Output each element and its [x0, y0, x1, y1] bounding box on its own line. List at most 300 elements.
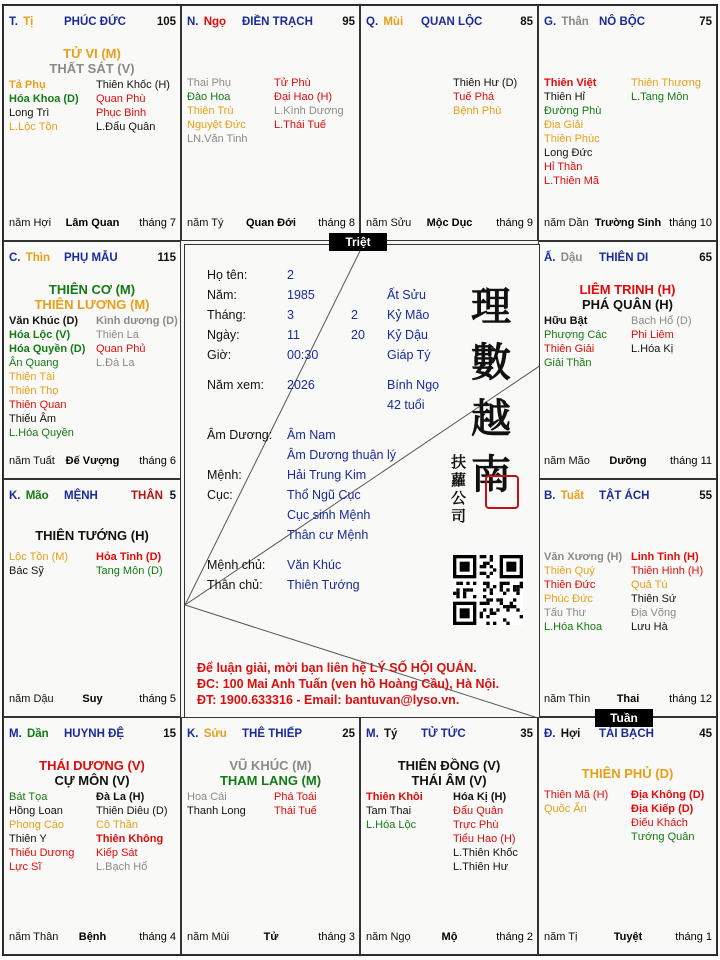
minor-star: Hoa Cái	[187, 791, 227, 803]
minor-stars-right	[96, 550, 163, 578]
minor-stars-left	[187, 790, 246, 818]
branch-prefix: M.	[366, 728, 382, 740]
minor-star: Thiên Thọ	[9, 385, 59, 397]
minor-star: Hồng Loan	[9, 805, 63, 817]
calligraphy-char: 越	[471, 395, 511, 442]
minor-star: Hóa Lộc (V)	[9, 329, 71, 341]
main-star: THIÊN TƯỚNG (H)	[35, 528, 149, 543]
palace-age: 95	[342, 16, 355, 28]
minor-star: Địa Kiếp (D)	[631, 803, 694, 815]
small-calligraphy-char: 公	[451, 489, 467, 507]
solar-day: 11	[287, 328, 300, 342]
minor-star: Thiên Không	[96, 833, 164, 845]
minor-star: Lưu Hà	[631, 621, 668, 633]
palace-cell-ti[interactable]	[3, 5, 181, 241]
solar-year: 1985	[287, 288, 315, 302]
minor-star: Phi Liêm	[631, 329, 674, 341]
view-year-label: Năm xem:	[207, 378, 264, 392]
minor-star: Thiên Diêu (D)	[96, 805, 168, 817]
lunar-hour: Giáp Tý	[387, 348, 431, 362]
minor-stars-right	[631, 550, 703, 634]
main-star: PHÁ QUÂN (H)	[582, 297, 673, 312]
minor-star: Linh Tinh (H)	[631, 551, 699, 563]
tuan-tag: Tuần	[595, 709, 653, 727]
cuc-value-2: Cục sinh Mệnh	[287, 508, 371, 522]
palace-header	[187, 16, 355, 30]
palace-header	[9, 490, 176, 504]
palace-header	[9, 728, 176, 742]
palace-footer	[9, 931, 176, 944]
main-star: THIÊN LƯƠNG (M)	[34, 297, 150, 312]
palace-header	[187, 728, 355, 742]
main-star: TỬ VI (M)	[63, 46, 121, 61]
palace-footer	[544, 931, 712, 944]
minor-star: Kình dương (D)	[96, 315, 178, 327]
minor-star: L.Hóa Khoa	[544, 621, 603, 633]
main-star: VŨ KHÚC (M)	[229, 758, 312, 773]
minor-star: L.Hóa Quyền	[9, 427, 74, 439]
minor-star: Địa Giải	[544, 119, 584, 131]
main-star: THÁI DƯƠNG (V)	[39, 758, 145, 773]
branch-prefix: Q.	[366, 16, 382, 28]
small-calligraphy-char: 蘿	[451, 471, 467, 489]
life-stage: Trường Sinh	[594, 217, 662, 229]
lunar-year: Ất Sửu	[387, 288, 426, 302]
minor-star: Thanh Long	[187, 805, 246, 817]
red-seal-stamp	[485, 475, 519, 509]
palace-header	[9, 16, 176, 30]
minor-stars-right	[96, 314, 178, 370]
main-star: THẤT SÁT (V)	[49, 61, 135, 76]
palace-header	[9, 252, 176, 266]
month-label: Tháng:	[207, 308, 246, 322]
minor-star: Hóa Kị (H)	[453, 791, 507, 803]
minor-star: Thiếu Dương	[9, 847, 75, 859]
minor-star: Tuế Phá	[453, 91, 495, 103]
small-calligraphy-char: 司	[451, 507, 467, 525]
earthly-branch: Dậu	[560, 252, 583, 264]
main-star: LIÊM TRINH (H)	[579, 282, 676, 297]
palace-age: 105	[156, 16, 176, 28]
minor-star: Hỏa Tinh (D)	[96, 551, 162, 563]
than-chu-label: Thân chủ:	[207, 578, 263, 592]
year-label: năm Thân	[9, 931, 59, 943]
minor-star: Bác Sỹ	[9, 565, 44, 577]
palace-footer	[9, 217, 176, 230]
month-label: tháng 7	[139, 217, 176, 229]
palace-cell-dau[interactable]	[538, 241, 717, 479]
earthly-branch: Dần	[26, 728, 49, 740]
earthly-branch: Mão	[25, 490, 49, 502]
minor-star: Địa Võng	[631, 607, 677, 619]
palace-footer	[544, 455, 712, 468]
age-value: 42 tuổi	[387, 398, 425, 412]
palace-header	[544, 728, 712, 742]
cuc-value-3: Thân cư Mệnh	[287, 528, 369, 542]
earthly-branch: Ngọ	[203, 16, 227, 28]
year-label: năm Hợi	[9, 217, 52, 229]
minor-star: L.Thái Tuế	[274, 119, 326, 131]
menh-chu-value: Văn Khúc	[287, 558, 342, 572]
year-label: năm Tý	[187, 217, 224, 229]
minor-stars-left	[9, 550, 68, 578]
minor-stars-left	[9, 78, 79, 134]
minor-star: Bạch Hổ (D)	[631, 315, 692, 327]
minor-star: Đào Hoa	[187, 91, 231, 103]
earthly-branch: Tuất	[560, 490, 585, 502]
month-label: tháng 8	[318, 217, 355, 229]
minor-stars-right	[274, 76, 344, 132]
life-stage: Quan Đới	[246, 217, 296, 229]
amduong-value: Âm Nam	[287, 428, 336, 442]
minor-star: Hóa Quyền (D)	[9, 343, 86, 355]
day-label: Ngày:	[207, 328, 240, 342]
hour-label: Giờ:	[207, 348, 232, 362]
minor-star: L.Kình Dương	[274, 105, 344, 117]
minor-star: Bát Tọa	[9, 791, 48, 803]
branch-prefix: Ấ.	[544, 252, 559, 264]
minor-stars-left	[544, 314, 607, 370]
life-stage: Dưỡng	[609, 455, 647, 467]
view-year: 2026	[287, 378, 315, 392]
life-stage: Thai	[616, 693, 640, 705]
palace-footer	[187, 931, 355, 944]
palace-age: 75	[699, 16, 712, 28]
palace-age: 45	[699, 728, 712, 740]
earthly-branch: Hợi	[560, 728, 581, 740]
minor-star: Thiên Trù	[187, 105, 234, 117]
minor-star: Tiểu Hao (H)	[453, 833, 516, 845]
minor-star: L.Hóa Kị	[631, 343, 674, 355]
palace-footer	[9, 693, 176, 706]
than-chu-value: Thiên Tướng	[287, 578, 360, 592]
month-label: tháng 1	[675, 931, 712, 943]
minor-star: Lộc Tồn (M)	[9, 551, 69, 563]
branch-prefix: Đ.	[544, 728, 559, 740]
month-label: tháng 10	[669, 217, 712, 229]
body-palace-label: THÂN	[131, 490, 163, 502]
palace-footer	[9, 455, 176, 468]
palace-header	[544, 490, 712, 504]
minor-star: Thiên Quý	[544, 565, 595, 577]
main-star: THIÊN ĐỒNG (V)	[397, 758, 501, 773]
minor-stars-right	[96, 78, 170, 134]
palace-cell-ty[interactable]	[360, 717, 538, 955]
minor-star: Thiên Việt	[544, 77, 597, 89]
minor-star: Long Trì	[9, 107, 50, 119]
minor-star: L.Đà La	[96, 357, 135, 369]
minor-star: Văn Khúc (D)	[9, 315, 79, 327]
life-stage: Đế Vượng	[65, 455, 120, 467]
minor-star: L.Thiên Hư	[453, 861, 509, 873]
cuc-label: Cục:	[207, 488, 233, 502]
minor-star: Văn Xương (H)	[544, 551, 623, 563]
palace-name: QUAN LỘC	[421, 16, 483, 28]
minor-star: Tấu Thư	[544, 607, 587, 619]
minor-star: Phá Toái	[274, 791, 317, 803]
year-label: năm Mùi	[187, 931, 230, 943]
minor-stars-left	[9, 314, 85, 440]
minor-star: Thiên Phúc	[544, 133, 600, 145]
solar-month: 3	[287, 308, 294, 322]
minor-star: Bệnh Phù	[453, 105, 502, 117]
palace-age: 85	[520, 16, 533, 28]
palace-age: 35	[520, 728, 533, 740]
center-info-panel	[184, 244, 540, 718]
triet-tag: Triệt	[329, 233, 387, 251]
menh-value: Hải Trung Kim	[287, 468, 367, 482]
year-label: năm Tị	[544, 931, 578, 943]
minor-star: L.Thiên Mã	[544, 175, 600, 187]
minor-star: Thiên Tài	[9, 371, 55, 383]
month-label: tháng 5	[139, 693, 176, 705]
minor-star: Thiên Hỉ	[544, 91, 585, 103]
palace-cell-suu[interactable]	[181, 717, 360, 955]
lunar-month-number: 2	[351, 308, 358, 322]
month-label: tháng 2	[496, 931, 533, 943]
life-stage: Mộc Dục	[426, 217, 473, 229]
palace-footer	[544, 693, 712, 706]
minor-star: Thiên Giải	[544, 343, 595, 355]
life-stage: Tử	[263, 931, 279, 943]
minor-star: Long Đức	[544, 147, 593, 159]
contact-line: ĐC: 100 Mai Anh Tuấn (ven hồ Hoàng Cầu), Hà Nội.	[197, 677, 500, 691]
minor-star: Điếu Khách	[631, 817, 688, 829]
minor-star: Đẩu Quân	[453, 805, 504, 817]
calligraphy-char: 理	[471, 283, 511, 330]
menh-label: Mệnh:	[207, 468, 242, 482]
minor-star: Giải Thần	[544, 357, 592, 369]
minor-stars-left	[9, 790, 74, 874]
minor-stars-left	[366, 790, 423, 832]
minor-star: Địa Không (D)	[631, 789, 705, 801]
minor-star: Quan Phủ	[96, 343, 146, 355]
minor-stars-right	[631, 76, 701, 104]
year-label: năm Dần	[544, 217, 589, 229]
palace-footer	[544, 217, 712, 230]
minor-star: Hỉ Thần	[544, 161, 583, 173]
minor-star: Thai Phụ	[187, 77, 232, 89]
branch-prefix: C.	[9, 252, 24, 264]
minor-star: Thiếu Âm	[9, 413, 57, 425]
minor-star: Đại Hao (H)	[274, 91, 333, 103]
palace-footer	[366, 931, 533, 944]
contact-line: Để luận giải, mời bạn liên hệ LÝ SỐ HỘI QUÁN.	[197, 661, 477, 675]
minor-star: Lực Sĩ	[9, 861, 42, 873]
branch-prefix: K.	[9, 490, 24, 502]
contact-line: ĐT: 1900.633316 - Email: bantuvan@lyso.vn.	[197, 693, 460, 707]
minor-star: Tử Phù	[274, 77, 311, 89]
year-label: năm Mão	[544, 455, 590, 467]
name-label: Họ tên:	[207, 268, 248, 282]
lunar-month: Kỷ Mão	[387, 308, 430, 322]
minor-star: Phục Binh	[96, 107, 147, 119]
year-label: năm Ngọ	[366, 931, 411, 943]
view-year-lunar: Bính Ngọ	[387, 378, 440, 392]
minor-star: Tang Môn (D)	[96, 565, 163, 577]
minor-star: Thiên Hư (D)	[453, 77, 518, 89]
main-star: CỰ MÔN (V)	[54, 773, 130, 788]
palace-name: TẬT ÁCH	[599, 490, 650, 502]
name-value: 2	[287, 268, 294, 282]
palace-name: MỆNH	[64, 490, 98, 502]
palace-name: NÔ BỘC	[599, 16, 645, 28]
minor-star: Tướng Quân	[631, 831, 695, 843]
year-label: năm Dậu	[9, 693, 54, 705]
year-label: năm Thìn	[544, 693, 591, 705]
palace-header	[544, 16, 712, 30]
palace-cell-mao[interactable]	[3, 479, 181, 717]
main-star: THIÊN CƠ (M)	[48, 282, 136, 297]
lunar-day-number: 20	[351, 328, 365, 342]
year-label: năm Sửu	[366, 217, 412, 229]
palace-header	[366, 728, 533, 742]
life-stage: Tuyệt	[613, 931, 643, 943]
minor-star: Thái Tuế	[274, 805, 317, 817]
palace-name: PHỤ MẪU	[64, 252, 118, 264]
branch-prefix: M.	[9, 728, 25, 740]
minor-stars-right	[453, 790, 518, 874]
earthly-branch: Tý	[383, 728, 398, 740]
palace-age: 55	[699, 490, 712, 502]
life-stage: Mộ	[441, 931, 458, 943]
palace-name: ĐIỀN TRẠCH	[242, 16, 313, 28]
minor-stars-left	[187, 76, 248, 146]
qr-code[interactable]	[453, 555, 523, 625]
palace-footer	[366, 217, 533, 230]
minor-star: Hóa Khoa (D)	[9, 93, 79, 105]
earthly-branch: Tị	[23, 16, 34, 28]
minor-star: Ân Quang	[9, 357, 59, 369]
palace-cell-than[interactable]	[538, 5, 717, 241]
palace-cell-mui[interactable]	[360, 5, 538, 241]
minor-star: Hữu Bật	[544, 315, 588, 327]
minor-star: Thiên Hình (H)	[631, 565, 704, 577]
month-label: tháng 11	[669, 455, 712, 467]
amduong-label: Âm Dương:	[207, 428, 273, 442]
minor-stars-right	[631, 788, 704, 844]
earthly-branch: Sửu	[203, 728, 227, 740]
menh-chu-label: Mệnh chủ:	[207, 558, 266, 572]
earthly-branch: Thìn	[25, 252, 50, 264]
palace-header	[366, 16, 533, 30]
minor-star: Tam Thai	[366, 805, 412, 817]
minor-star: Cô Thần	[96, 819, 138, 831]
palace-name: THÊ THIẾP	[242, 728, 303, 740]
minor-star: Phượng Các	[544, 329, 607, 341]
life-stage: Lâm Quan	[65, 217, 120, 229]
main-star: THIÊN PHỦ (D)	[581, 766, 674, 781]
palace-header	[544, 252, 712, 266]
minor-stars-right	[274, 790, 317, 818]
minor-star: Đường Phù	[544, 105, 602, 117]
month-label: tháng 3	[318, 931, 355, 943]
minor-stars-left	[544, 550, 622, 634]
small-calligraphy-char: 扶	[451, 453, 467, 471]
cuc-value: Thổ Ngũ Cục	[287, 488, 361, 502]
palace-name: PHÚC ĐỨC	[64, 16, 126, 28]
minor-star: Quả Tú	[631, 579, 668, 591]
minor-star: Trực Phù	[453, 819, 499, 831]
palace-name: TỬ TỨC	[421, 728, 466, 740]
main-star: THÁI ÂM (V)	[411, 773, 487, 788]
palace-cell-ngo[interactable]	[181, 5, 360, 241]
minor-star: Thiên Sứ	[631, 593, 677, 605]
minor-star: Phong Cáo	[9, 819, 65, 831]
palace-age: 115	[157, 252, 176, 264]
month-label: tháng 4	[139, 931, 176, 943]
minor-star: Thiên Đức	[544, 579, 596, 591]
branch-prefix: N.	[187, 16, 202, 28]
branch-prefix: G.	[544, 16, 560, 28]
minor-star: Nguyệt Đức	[187, 119, 246, 131]
palace-cell-thin[interactable]	[3, 241, 181, 479]
minor-star: Quan Phù	[96, 93, 146, 105]
minor-star: Kiếp Sát	[96, 847, 138, 859]
palace-age: 15	[163, 728, 176, 740]
minor-star: Thiên Thương	[631, 77, 702, 89]
minor-star: Thiên Khôi	[366, 791, 423, 803]
calligraphy-char: 數	[471, 339, 511, 386]
minor-star: L.Tang Môn	[631, 91, 689, 103]
palace-name: HUYNH ĐỆ	[64, 728, 125, 740]
minor-star: Quốc Ấn	[544, 803, 587, 815]
palace-cell-dan[interactable]	[3, 717, 181, 955]
palace-cell-hoi[interactable]	[538, 717, 717, 955]
branch-prefix: B.	[544, 490, 559, 502]
main-star: THAM LANG (M)	[219, 773, 322, 788]
branch-prefix: T.	[9, 16, 22, 28]
horoscope-chart	[2, 4, 718, 956]
minor-star: L.Đẩu Quân	[96, 121, 156, 133]
minor-star: L.Hóa Lộc	[366, 819, 417, 831]
palace-name: TÀI BẠCH	[599, 728, 654, 740]
lunar-day: Kỷ Dậu	[387, 328, 428, 342]
palace-footer	[187, 217, 355, 230]
minor-stars-left	[544, 788, 608, 816]
month-label: tháng 12	[669, 693, 712, 705]
year-label: năm Tuất	[9, 455, 55, 467]
earthly-branch: Thân	[561, 16, 589, 28]
minor-star: Thiên Khốc (H)	[96, 79, 170, 91]
palace-cell-tuat[interactable]	[538, 479, 717, 717]
palace-age: 65	[699, 252, 712, 264]
life-stage: Suy	[82, 693, 103, 705]
palace-name: THIÊN DI	[599, 252, 649, 264]
minor-star: Đà La (H)	[96, 791, 145, 803]
year-label: Năm:	[207, 288, 237, 302]
life-stage: Bệnh	[78, 931, 107, 943]
minor-star: Thiên Quan	[9, 399, 67, 411]
palace-age: 5	[169, 490, 176, 502]
month-label: tháng 9	[496, 217, 533, 229]
minor-star: Thiên La	[96, 329, 139, 341]
earthly-branch: Mùi	[383, 16, 404, 28]
birth-time: 00:30	[287, 348, 319, 362]
minor-star: Phúc Đức	[544, 593, 593, 605]
minor-stars-left	[544, 76, 601, 188]
minor-star: Thiên Y	[9, 833, 47, 845]
minor-stars-right	[96, 790, 168, 874]
amduong-value-2: Âm Dương thuận lý	[287, 448, 396, 462]
minor-stars-right	[631, 314, 692, 356]
minor-star: LN.Văn Tinh	[187, 133, 248, 145]
palace-age: 25	[342, 728, 355, 740]
branch-prefix: K.	[187, 728, 202, 740]
month-label: tháng 6	[139, 455, 176, 467]
minor-star: L.Thiên Khốc	[453, 847, 518, 859]
minor-star: Thiên Mã (H)	[544, 789, 609, 801]
